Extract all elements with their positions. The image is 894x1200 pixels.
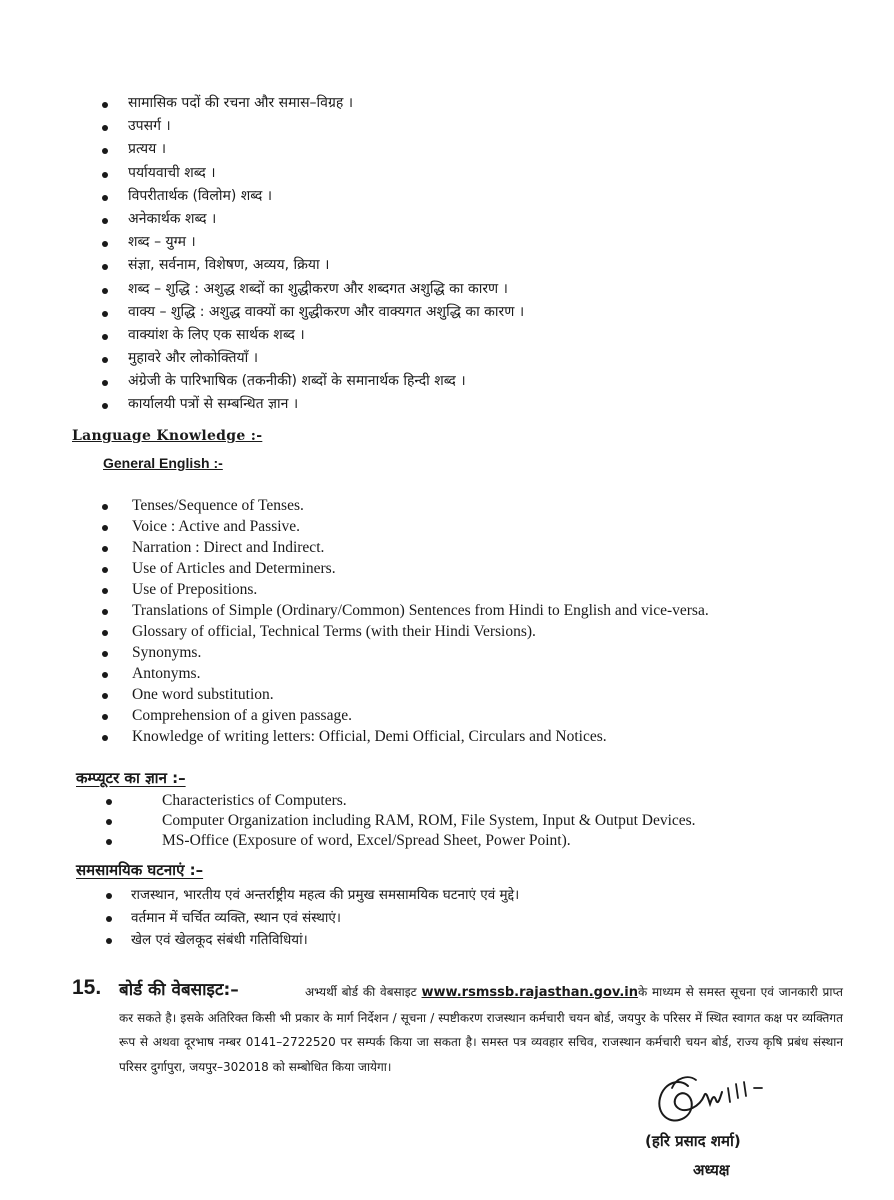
- english-list-item-text: Tenses/Sequence of Tenses.: [132, 497, 304, 514]
- english-list-item-text: Narration : Direct and Indirect.: [132, 539, 325, 556]
- english-list-item: [100, 537, 709, 558]
- section-number: 15.: [72, 976, 102, 999]
- hindi-list-item: [100, 231, 524, 254]
- current-affairs-list-item: [104, 929, 519, 952]
- bullet-icon: [102, 609, 108, 615]
- bullet-icon: [102, 172, 108, 178]
- hindi-list-item-text: अनेकार्थक शब्द ।: [128, 210, 217, 227]
- bullet-icon: [102, 403, 108, 409]
- bullet-icon: [102, 102, 108, 108]
- general-english-heading: General English :-: [103, 455, 223, 471]
- english-list-item-text: Antonyms.: [132, 665, 201, 682]
- bullet-icon: [102, 334, 108, 340]
- hindi-list-item: [100, 162, 524, 185]
- section-text-after-url: के माध्यम से समस्त सूचना एवं जानकारी प्राप्त कर सकते है। इसके अतिरिक्त किसी भी प्रकार के मार्ग निर्देशन / सूचना / स्पष्टीकरण राजस्थान कर्मचारी चयन बोर्ड, जयपुर के परिसर में स्थित स्वागत कक्ष पर व्यक्तिगत रूप से अथवा दूरभाष नम्बर 0141–2722520 पर सम्पर्क किया जा सकता है। समस्त पत्र व्यवहार सचिव, राजस्थान कर्मचारी चयन बोर्ड, राज्य कृषि प्रबंध संस्थान परिसर दुर्गापुरा, जयपुर–302018 को सम्बोधित किया जायेगा।: [119, 985, 843, 1074]
- hindi-list-item-text: पर्यायवाची शब्द ।: [128, 164, 216, 181]
- hindi-syllabus-list: [100, 92, 524, 417]
- bullet-icon: [102, 288, 108, 294]
- bullet-icon: [102, 148, 108, 154]
- computer-list-item-text: Characteristics of Computers.: [162, 792, 347, 809]
- english-list-item: [100, 642, 709, 663]
- english-list-item-text: Knowledge of writing letters: Official, Demi Official, Circulars and Notices.: [132, 728, 607, 745]
- english-list-item: [100, 705, 709, 726]
- bullet-icon: [102, 125, 108, 131]
- bullet-icon: [102, 735, 108, 741]
- computer-list-item-text: Computer Organization including RAM, ROM, File System, Input & Output Devices.: [162, 812, 696, 829]
- section-paragraph: [119, 980, 843, 1079]
- hindi-list-item-text: वाक्य – शुद्धि : अशुद्ध वाक्यों का शुद्धीकरण और वाक्यगत अशुद्धि का कारण ।: [128, 303, 525, 320]
- signatory-designation: अध्यक्ष: [693, 1161, 730, 1179]
- english-list-item-text: One word substitution.: [132, 686, 274, 703]
- english-list-item: [100, 600, 709, 621]
- bullet-icon: [102, 588, 108, 594]
- hindi-list-item: [100, 208, 524, 231]
- general-english-list: [100, 495, 709, 747]
- bullet-icon: [102, 380, 108, 386]
- computer-list-item: [104, 831, 696, 851]
- bullet-icon: [102, 218, 108, 224]
- bullet-icon: [102, 693, 108, 699]
- language-knowledge-heading: Language Knowledge :-: [72, 428, 263, 444]
- computer-knowledge-list: [104, 791, 696, 851]
- current-affairs-list-item-text: राजस्थान, भारतीय एवं अन्तर्राष्ट्रीय महत्व की प्रमुख समसामयिक घटनाएं एवं मुद्दे।: [131, 887, 520, 903]
- english-list-item: [100, 684, 709, 705]
- bullet-icon: [106, 819, 112, 825]
- current-affairs-list-item: [104, 884, 519, 907]
- bullet-icon: [106, 839, 112, 845]
- hindi-list-item: [100, 370, 524, 393]
- english-list-item: [100, 516, 709, 537]
- computer-list-item: [104, 811, 696, 831]
- hindi-list-item: [100, 393, 524, 416]
- english-list-item: [100, 558, 709, 579]
- bullet-icon: [102, 567, 108, 573]
- current-affairs-list-item: [104, 907, 519, 930]
- bullet-icon: [102, 714, 108, 720]
- current-affairs-list: [104, 884, 519, 952]
- english-list-item-text: Voice : Active and Passive.: [132, 518, 301, 535]
- english-list-item-text: Glossary of official, Technical Terms (with their Hindi Versions).: [132, 623, 536, 640]
- bullet-icon: [102, 630, 108, 636]
- english-list-item: [100, 495, 709, 516]
- computer-knowledge-heading: कम्प्यूटर का ज्ञान :–: [76, 769, 186, 787]
- computer-list-item-text: MS-Office (Exposure of word, Excel/Spread Sheet, Power Point).: [162, 832, 571, 849]
- bullet-icon: [102, 195, 108, 201]
- current-affairs-heading: समसामयिक घटनाएं :–: [76, 861, 204, 879]
- section-text-before-url: अभ्यर्थी बोर्ड की वेबसाइट: [305, 985, 422, 999]
- bullet-icon: [102, 311, 108, 317]
- bullet-icon: [102, 651, 108, 657]
- english-list-item: [100, 663, 709, 684]
- hindi-list-item: [100, 92, 524, 115]
- bullet-icon: [106, 893, 112, 899]
- bullet-icon: [102, 504, 108, 510]
- hindi-list-item: [100, 347, 524, 370]
- english-list-item-text: Synonyms.: [132, 644, 202, 661]
- hindi-list-item-text: संज्ञा, सर्वनाम, विशेषण, अव्यय, क्रिया ।: [128, 257, 330, 274]
- hindi-list-item-text: कार्यालयी पत्रों से सम्बन्धित ज्ञान ।: [128, 396, 299, 413]
- bullet-icon: [102, 672, 108, 678]
- english-list-item-text: Translations of Simple (Ordinary/Common) Sentences from Hindi to English and vice-versa.: [132, 602, 709, 619]
- hindi-list-item-text: वाक्यांश के लिए एक सार्थक शब्द ।: [128, 326, 305, 343]
- hindi-list-item: [100, 115, 524, 138]
- hindi-list-item-text: विपरीतार्थक (विलोम) शब्द ।: [128, 187, 273, 204]
- bullet-icon: [102, 525, 108, 531]
- bullet-icon: [106, 916, 112, 922]
- hindi-list-item-text: अंग्रेजी के पारिभाषिक (तकनीकी) शब्दों के समानार्थक हिन्दी शब्द ।: [128, 373, 466, 390]
- hindi-list-item-text: मुहावरे और लोकोक्तियाँ ।: [128, 350, 258, 367]
- hindi-list-item: [100, 301, 524, 324]
- computer-list-item: [104, 791, 696, 811]
- bullet-icon: [106, 938, 112, 944]
- hindi-list-item: [100, 254, 524, 277]
- hindi-list-item: [100, 278, 524, 301]
- hindi-list-item-text: शब्द – शुद्धि : अशुद्ध शब्दों का शुद्धीकरण और शब्दगत अशुद्धि का कारण ।: [128, 280, 508, 297]
- bullet-icon: [102, 241, 108, 247]
- english-list-item-text: Use of Prepositions.: [132, 581, 258, 598]
- hindi-list-item-text: सामासिक पदों की रचना और समास–विग्रह ।: [128, 95, 354, 111]
- hindi-list-item-text: उपसर्ग ।: [128, 118, 171, 135]
- english-list-item-text: Comprehension of a given passage.: [132, 707, 352, 724]
- english-list-item-text: Use of Articles and Determiners.: [132, 560, 336, 577]
- hindi-list-item-text: शब्द – युग्म ।: [128, 234, 196, 251]
- bullet-icon: [102, 264, 108, 270]
- hindi-list-item: [100, 185, 524, 208]
- current-affairs-list-item-text: वर्तमान में चर्चित व्यक्ति, स्थान एवं संस्थाएं।: [131, 909, 341, 926]
- english-list-item: [100, 621, 709, 642]
- board-website-link[interactable]: www.rsmssb.rajasthan.gov.in: [421, 985, 638, 1000]
- hindi-list-item: [100, 324, 524, 347]
- section-title: बोर्ड की वेबसाइट:–: [119, 980, 239, 1000]
- bullet-icon: [102, 357, 108, 363]
- bullet-icon: [106, 799, 112, 805]
- hindi-list-item: [100, 138, 524, 161]
- bullet-icon: [102, 546, 108, 552]
- signature-image: [650, 1068, 790, 1138]
- english-list-item: [100, 726, 709, 747]
- current-affairs-list-item-text: खेल एवं खेलकूद संबंधी गतिविधियां।: [131, 932, 308, 948]
- signatory-name: (हरि प्रसाद शर्मा): [645, 1132, 741, 1150]
- hindi-list-item-text: प्रत्यय ।: [128, 141, 167, 158]
- english-list-item: [100, 579, 709, 600]
